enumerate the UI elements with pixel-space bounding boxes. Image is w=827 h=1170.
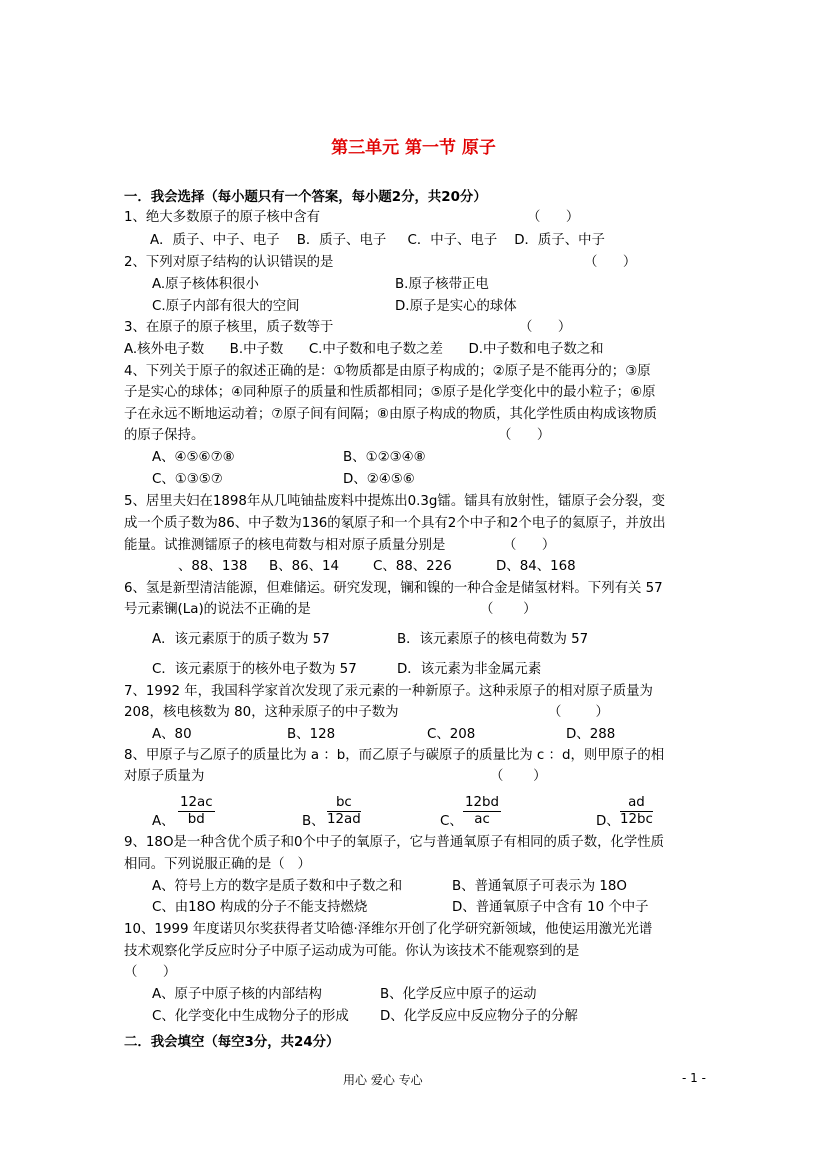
q2-answer-paren: （ ） xyxy=(584,255,637,270)
q4-stem-line-1: 4、下列关于原子的叙述正确的是：①物质都是由原子构成的；②原子是不能再分的；③原 xyxy=(124,364,651,379)
q6-answer-paren: （ ） xyxy=(480,602,537,617)
q4-stem-line-4: 的原子保持。 xyxy=(124,428,205,443)
q8-option-b-denominator: 12ad xyxy=(327,812,361,827)
q8-option-c-fraction xyxy=(463,795,501,828)
q5-option-d: D、84、168 xyxy=(496,559,576,574)
q4-option-c: C、①③⑤⑦ xyxy=(152,472,223,487)
page-title: 第三单元 第一节 原子 xyxy=(331,138,496,158)
q1-answer-paren: （ ） xyxy=(527,210,580,225)
q7-option-b: B、128 xyxy=(287,727,336,742)
q9-option-c: C、由18O 构成的分子不能支持燃烧 xyxy=(152,900,368,915)
q8-option-a-numerator: 12ac xyxy=(180,795,213,810)
q6-stem-line-2: 号元素镧(La)的说法不正确的是 xyxy=(124,602,311,617)
q8-option-d-fraction xyxy=(620,795,653,828)
q6-option-b: B．该元素原子的核电荷数为 57 xyxy=(397,632,589,647)
q9-option-b: B、普通氧原子可表示为 18O xyxy=(452,879,627,894)
q2-option-a: A.原子核体积很小 xyxy=(152,277,259,292)
q10-option-d: D、化学反应中反应物分子的分解 xyxy=(380,1009,578,1024)
q7-option-d: D、288 xyxy=(566,727,616,742)
q8-stem-line-2: 对原子质量为 xyxy=(124,769,205,784)
q4-stem-line-3: 子在永远不断地运动着；⑦原子间有间隔；⑧由原子构成的物质，其化学性质由构成该物质 xyxy=(124,407,657,422)
q10-stem-line-1: 10、1999 年度诺贝尔奖获得者艾哈德·泽维尔开创了化学研究新领域，他使运用激光光谱 xyxy=(124,922,653,937)
page-number: - 1 - xyxy=(682,1071,706,1085)
q5-stem-line-3: 能量。试推测镭原子的核电荷数与相对原子质量分别是 xyxy=(124,538,446,553)
q7-option-c: C、208 xyxy=(427,727,476,742)
q2-option-b: B.原子核带正电 xyxy=(395,277,489,292)
q8-option-b-fraction xyxy=(327,795,361,828)
q7-stem-line-1: 7、1992 年，我国科学家首次发现了汞元素的一种新原子。这种汞原子的相对原子质量为 xyxy=(124,684,653,699)
q6-option-c: C．该元素原于的核外电子数为 57 xyxy=(152,662,357,677)
q8-option-a-denominator: bd xyxy=(187,812,205,827)
q8-answer-paren: （ ） xyxy=(490,769,547,784)
q5-stem-line-1: 5、居里夫妇在1898年从几吨铀盐废料中提炼出0.3g镭。镭具有放射性，镭原子会分裂，变 xyxy=(124,494,666,509)
q2-option-c: C.原子内部有很大的空间 xyxy=(152,299,300,314)
q10-stem-line-2: 技术观察化学反应时分子中原子运动成为可能。你认为该技术不能观察到的是 xyxy=(124,944,580,959)
q8-option-c-numerator: 12bd xyxy=(465,795,500,810)
q7-answer-paren: （ ） xyxy=(548,705,609,720)
q5-option-c: C、88、226 xyxy=(373,559,452,574)
q7-stem-line-2: 208，核电核数为 80，这种汞原子的中子数为 xyxy=(124,705,399,720)
q5-answer-paren: （ ） xyxy=(503,538,556,553)
q8-option-a-label: A、 xyxy=(152,814,175,829)
q5-option-b: B、86、14 xyxy=(269,559,340,574)
q3-stem: 3、在原子的原子核里，质子数等于 xyxy=(124,320,334,335)
q5-option-a: 、88、138 xyxy=(178,559,248,574)
q9-option-a: A、符号上方的数字是质子数和中子数之和 xyxy=(152,879,403,894)
q5-stem-line-2: 成一个质子数为86、中子数为136的氡原子和一个具有2个中子和2个电子的氦原子，并放出 xyxy=(124,516,666,531)
q8-option-d-numerator: ad xyxy=(620,795,653,812)
q10-option-c: C、化学变化中生成物分子的形成 xyxy=(152,1009,349,1024)
q8-option-d-denominator: 12bc xyxy=(620,812,653,827)
q2-option-d: D.原子是实心的球体 xyxy=(395,299,517,314)
q2-stem: 2、下列对原子结构的认识错误的是 xyxy=(124,255,334,270)
q8-option-b-label: B、 xyxy=(302,814,325,829)
section-1-heading: 一．我会选择（每小题只有一个答案，每小题2分，共20分） xyxy=(124,190,487,205)
q8-option-a-fraction xyxy=(178,795,215,828)
q3-options: A.核外电子数 B.中子数 C.中子数和电子数之差 D.中子数和电子数之和 xyxy=(124,342,604,357)
q8-option-d-label: D、 xyxy=(596,814,620,829)
q4-option-a: A、④⑤⑥⑦⑧ xyxy=(152,450,235,465)
q4-option-b: B、①②③④⑧ xyxy=(343,450,426,465)
q9-stem-line-2: 相同。下列说服正确的是（ ） xyxy=(124,857,311,872)
q4-stem-line-2: 子是实心的球体；④同种原子的质量和性质都相同；⑤原子是化学变化中的最小粒子；⑥原 xyxy=(124,385,656,400)
q10-option-a: A、原子中原子核的内部结构 xyxy=(152,987,322,1002)
q4-answer-paren: （ ） xyxy=(498,428,551,443)
q4-option-d: D、②④⑤⑥ xyxy=(343,472,415,487)
section-2-heading: 二．我会填空（每空3分，共24分） xyxy=(124,1035,340,1050)
q7-option-a: A、80 xyxy=(152,727,192,742)
q9-option-d: D、普通氧原子中含有 10 个中子 xyxy=(452,900,649,915)
q6-stem-line-1: 6、氢是新型清洁能源，但难储运。研究发现，镧和镍的一种合金是储氢材料。下列有关 57 xyxy=(124,581,663,596)
q8-stem-line-1: 8、甲原子与乙原子的质量比为 a ：b，而乙原子与碳原子的质量比为 c ：d，则甲原子的相 xyxy=(124,748,665,763)
q8-option-c-denominator: ac xyxy=(474,812,490,827)
q10-answer-paren: （ ） xyxy=(124,965,177,980)
footer-motto: 用心 爱心 专心 xyxy=(343,1073,423,1087)
q8-option-b-numerator: bc xyxy=(327,795,361,812)
q10-option-b: B、化学反应中原子的运动 xyxy=(380,987,537,1002)
q6-option-a: A．该元素原于的质子数为 57 xyxy=(152,632,330,647)
q8-option-c-label: C、 xyxy=(440,814,463,829)
q1-options: A．质子、中子、电子 B．质子、电子 C．中子、电子 D．质子、中子 xyxy=(150,233,605,248)
q9-stem-line-1: 9、18O是一种含优个质子和0个中子的氧原子，它与普通氧原子有相同的质子数，化学性质 xyxy=(124,835,665,850)
q6-option-d: D．该元素为非金属元素 xyxy=(397,662,542,677)
q3-answer-paren: （ ） xyxy=(519,320,572,335)
q1-stem: 1、绝大多数原子的原子核中含有 xyxy=(124,210,320,225)
